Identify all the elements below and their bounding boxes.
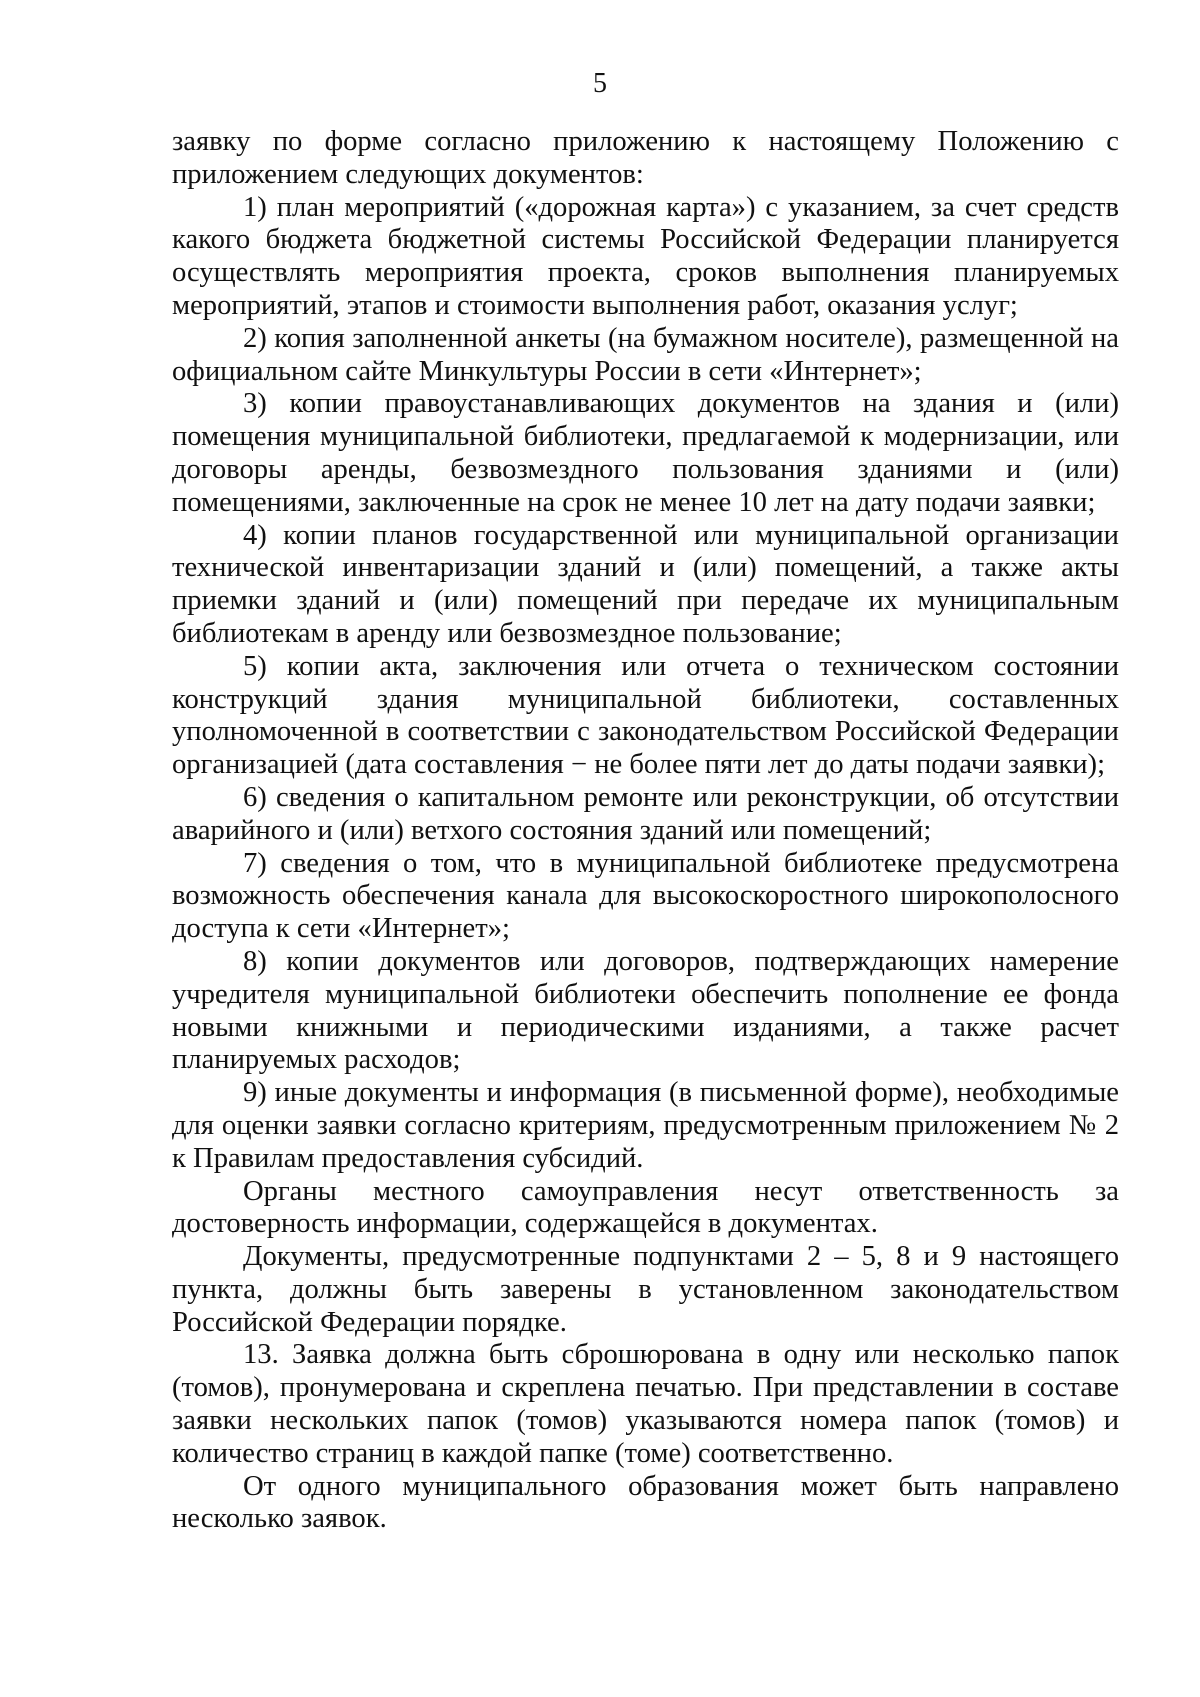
paragraph-responsibility: Органы местного самоуправления несут ответственность за достоверность информации, содержащейся в документах. [172, 1175, 1119, 1240]
page-number: 5 [593, 68, 607, 99]
list-item-2: 2) копия заполненной анкеты (на бумажном носителе), размещенной на официальном сайте Минкультуры России в сети «Интернет»; [172, 322, 1119, 387]
list-item-5: 5) копии акта, заключения или отчета о техническом состоянии конструкций здания муниципальной библиотеки, составленных уполномоченной в соответствии с законодательством Российской Федерации организацией (дата составления − не более пяти лет до даты подачи заявки); [172, 650, 1119, 781]
list-item-8: 8) копии документов или договоров, подтверждающих намерение учредителя муниципальной библиотеки обеспечить пополнение ее фонда новыми книжными и периодическими изданиями, а также расчет планируемых расходов; [172, 945, 1119, 1076]
document-body [172, 126, 1119, 1536]
paragraph-certification: Документы, предусмотренные подпунктами 2 – 5, 8 и 9 настоящего пункта, должны быть заверены в установленном законодательством Российской Федерации порядке. [172, 1241, 1119, 1338]
paragraph-item-13: 13. Заявка должна быть сброшюрована в одну или несколько папок (томов), пронумерована и скреплена печатью. При представлении в составе заявки нескольких папок (томов) указываются номера папок (томов) и количество страниц в каждой папке (томе) соответственно. [172, 1339, 1119, 1469]
list-item-6: 6) сведения о капитальном ремонте или реконструкции, об отсутствии аварийного и (или) ветхого состояния зданий или помещений; [172, 781, 1119, 846]
paragraph-intro: заявку по форме согласно приложению к настоящему Положению с приложением следующих документов: [172, 126, 1119, 190]
paragraph-multiple-applications: От одного муниципального образования может быть направлено несколько заявок. [172, 1470, 1119, 1535]
list-item-1: 1) план мероприятий («дорожная карта») с указанием, за счет средств какого бюджета бюджетной системы Российской Федерации планируется осуществлять мероприятия проекта, сроков выполнения планируемых мероприятий, этапов и стоимости выполнения работ, оказания услуг; [172, 191, 1119, 321]
list-item-7: 7) сведения о том, что в муниципальной библиотеке предусмотрена возможность обеспечения канала для высокоскоростного широкополосного доступа к сети «Интернет»; [172, 847, 1119, 945]
list-item-4: 4) копии планов государственной или муниципальной организации технической инвентаризации зданий и (или) помещений, а также акты приемки зданий и (или) помещений при передаче их муниципальным библиотекам в аренду или безвозмездное пользование; [172, 519, 1119, 649]
list-item-3: 3) копии правоустанавливающих документов на здания и (или) помещения муниципальной библиотеки, предлагаемой к модернизации, или договоры аренды, безвозмездного пользования зданиями и (или) помещениями, заключенные на срок не менее 10 лет на дату подачи заявки; [172, 388, 1119, 518]
list-item-9: 9) иные документы и информация (в письменной форме), необходимые для оценки заявки согласно критериям, предусмотренным приложением № 2 к Правилам предоставления субсидий. [172, 1077, 1119, 1174]
